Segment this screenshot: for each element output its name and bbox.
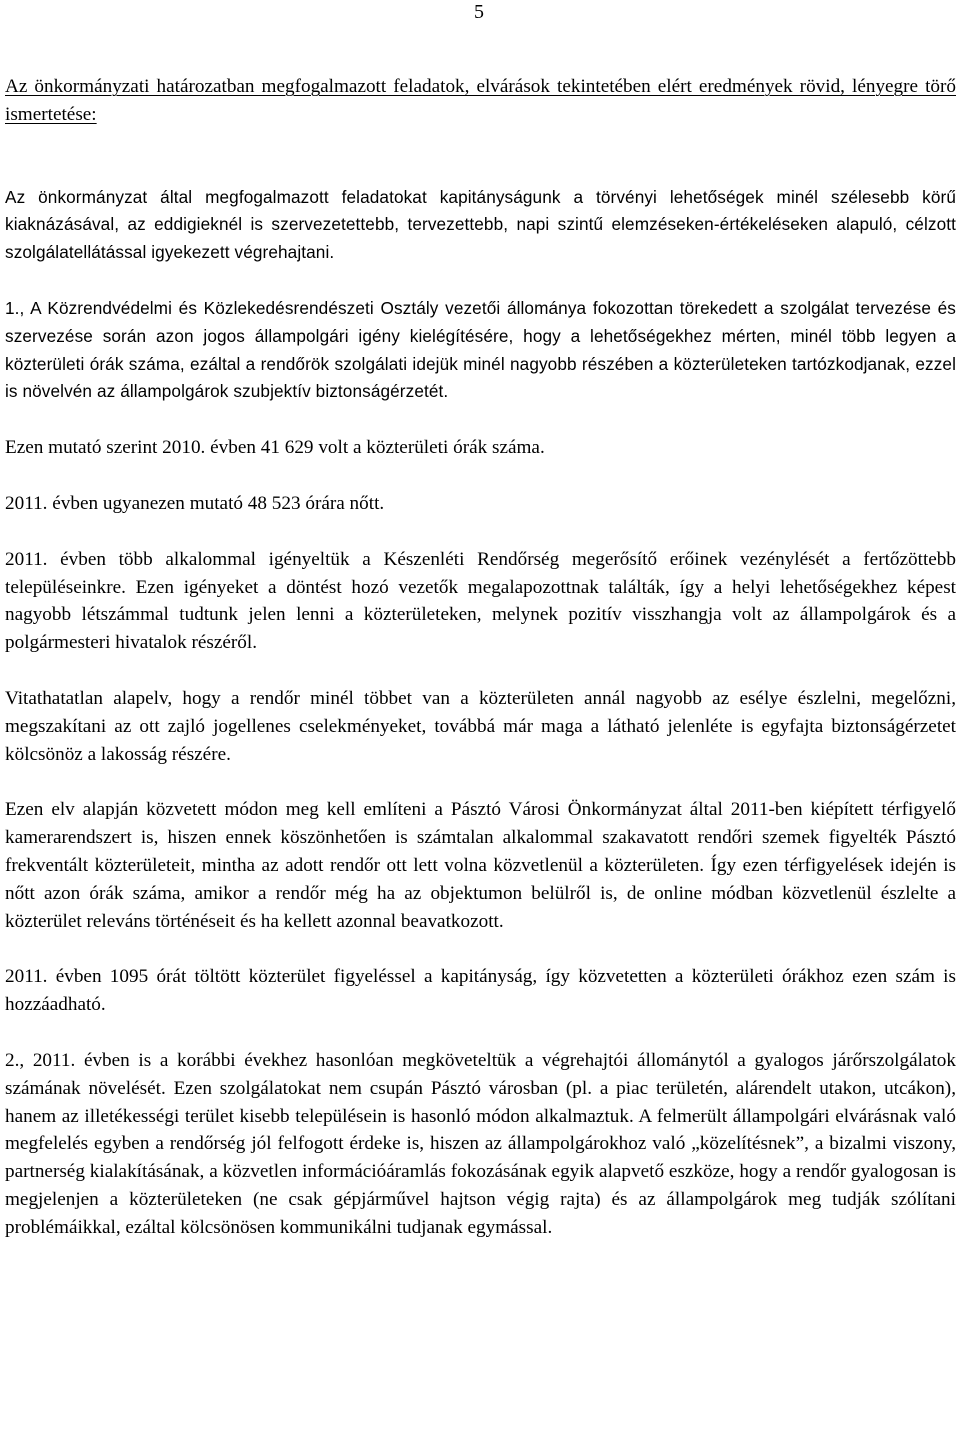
paragraph-alapelv: Vitathatatlan alapelv, hogy a rendőr minél többet van a közterületen annál nagyobb az esélye észlelni, megelőzni, megszakítani az ott zajló jogellenes cselekményeket, továbbá már maga a látható jelenléte is egyfajta biztonságérzetet kölcsönöz a lakosság részére.: [5, 687, 956, 765]
paragraph-keszenleti: 2011. évben több alkalommal igényeltük a Készenléti Rendőrség megerősítő erőinek vezénylését a fertőzöttebb településeinkre. Ezen igényeket a döntést hozó vezetők megalapozottnak találták, így a helyi lehetőségekhez képest nagyobb létszámmal tudtunk jelen lenni a közterületeken, melynek pozitív visszhangja volt az állampolgárok és a polgármesteri hivatalok részéről.: [5, 548, 956, 654]
paragraph-item-2: 2., 2011. évben is a korábbi évekhez hasonlóan megköveteltük a végrehajtói állománytól a gyalogos járőrszolgálatok számának növelését. Ezen szolgálatokat nem csupán Pásztó városban (pl. a piac területén, alárendelt utakon, utcákon), hanem az illetékességi terület kisebb településein is hasonló módon alkalmaztuk. A felmerült állampolgári elvárásnak való megfelelés egyben a rendőrség jól felfogott érdeke is, hiszen az állampolgárokhoz való „közelítésnek”, a bizalmi viszony, partnerség kialakításának, a közvetlen információáramlás fokozásának egyik alapvető eszköze, hogy a rendőr gyalogosan is megjelenjen a közterületeken (ne csak gépjárművel hajtson végig rajta) és az állampolgárok meg tudják szólítani problémáikkal, ezáltal kölcsönösen kommunikálni tudjanak egymással.: [5, 1049, 956, 1238]
document-body: [5, 73, 956, 1242]
paragraph-terfigyelo: Ezen elv alapján közvetett módon meg kell említeni a Pásztó Városi Önkormányzat által 2011-ben kiépített térfigyelő kamerarendszert is, hiszen ennek köszönhetően is számtalan alkalommal szakavatott rendőri szemek figyelték Pásztó frekventált közterületeit, mintha az adott rendőr ott lett volna közvetlenül a közterületen. Így ezen térfigyelések idején is nőtt azon órák száma, amikor a rendőr még ha az objektumon belülről is, de online módban közvetlenül észlelte a közterület releváns történéseit és ha kellett azonnal beavatkozott.: [5, 799, 956, 932]
section-heading: Az önkormányzati határozatban megfogalmazott feladatok, elvárások tekintetében elért eredmények rövid, lényegre törő ismertetése:: [5, 76, 956, 125]
paragraph-1095-ora: 2011. évben 1095 órát töltött közterület figyeléssel a kapitányság, így közvetetten a közterületi órákhoz ezen szám is hozzáadható.: [5, 966, 956, 1016]
paragraph-stat-2010: Ezen mutató szerint 2010. évben 41 629 volt a közterületi órák száma.: [5, 437, 545, 459]
paragraph-stat-2011: 2011. évben ugyanezen mutató 48 523 órára nőtt.: [5, 492, 385, 514]
page-number: 5: [474, 1, 484, 23]
paragraph-item-1: 1., A Közrendvédelmi és Közlekedésrendészeti Osztály vezetői állománya fokozottan törekedett a szolgálat tervezése és szervezése során azon jogos állampolgári igény kielégítésére, hogy a lehetőségekhez mérten, minél több legyen a közterületi órák száma, ezáltal a rendőrök szolgálati idejük minél nagyobb részében a közterületeken tartózkodjanak, ezzel is növelvén az állampolgárok szubjektív biztonságérzetét.: [5, 297, 956, 402]
paragraph-intro: Az önkormányzat által megfogalmazott feladatokat kapitányságunk a törvényi lehetőségek minél szélesebb körű kiaknázásával, az eddigieknél is szervezetettebb, tervezettebb, napi szintű elemzéseken-értékeléseken alapuló, célzott szolgálatellátással igyekezett végrehajtani.: [5, 186, 956, 263]
